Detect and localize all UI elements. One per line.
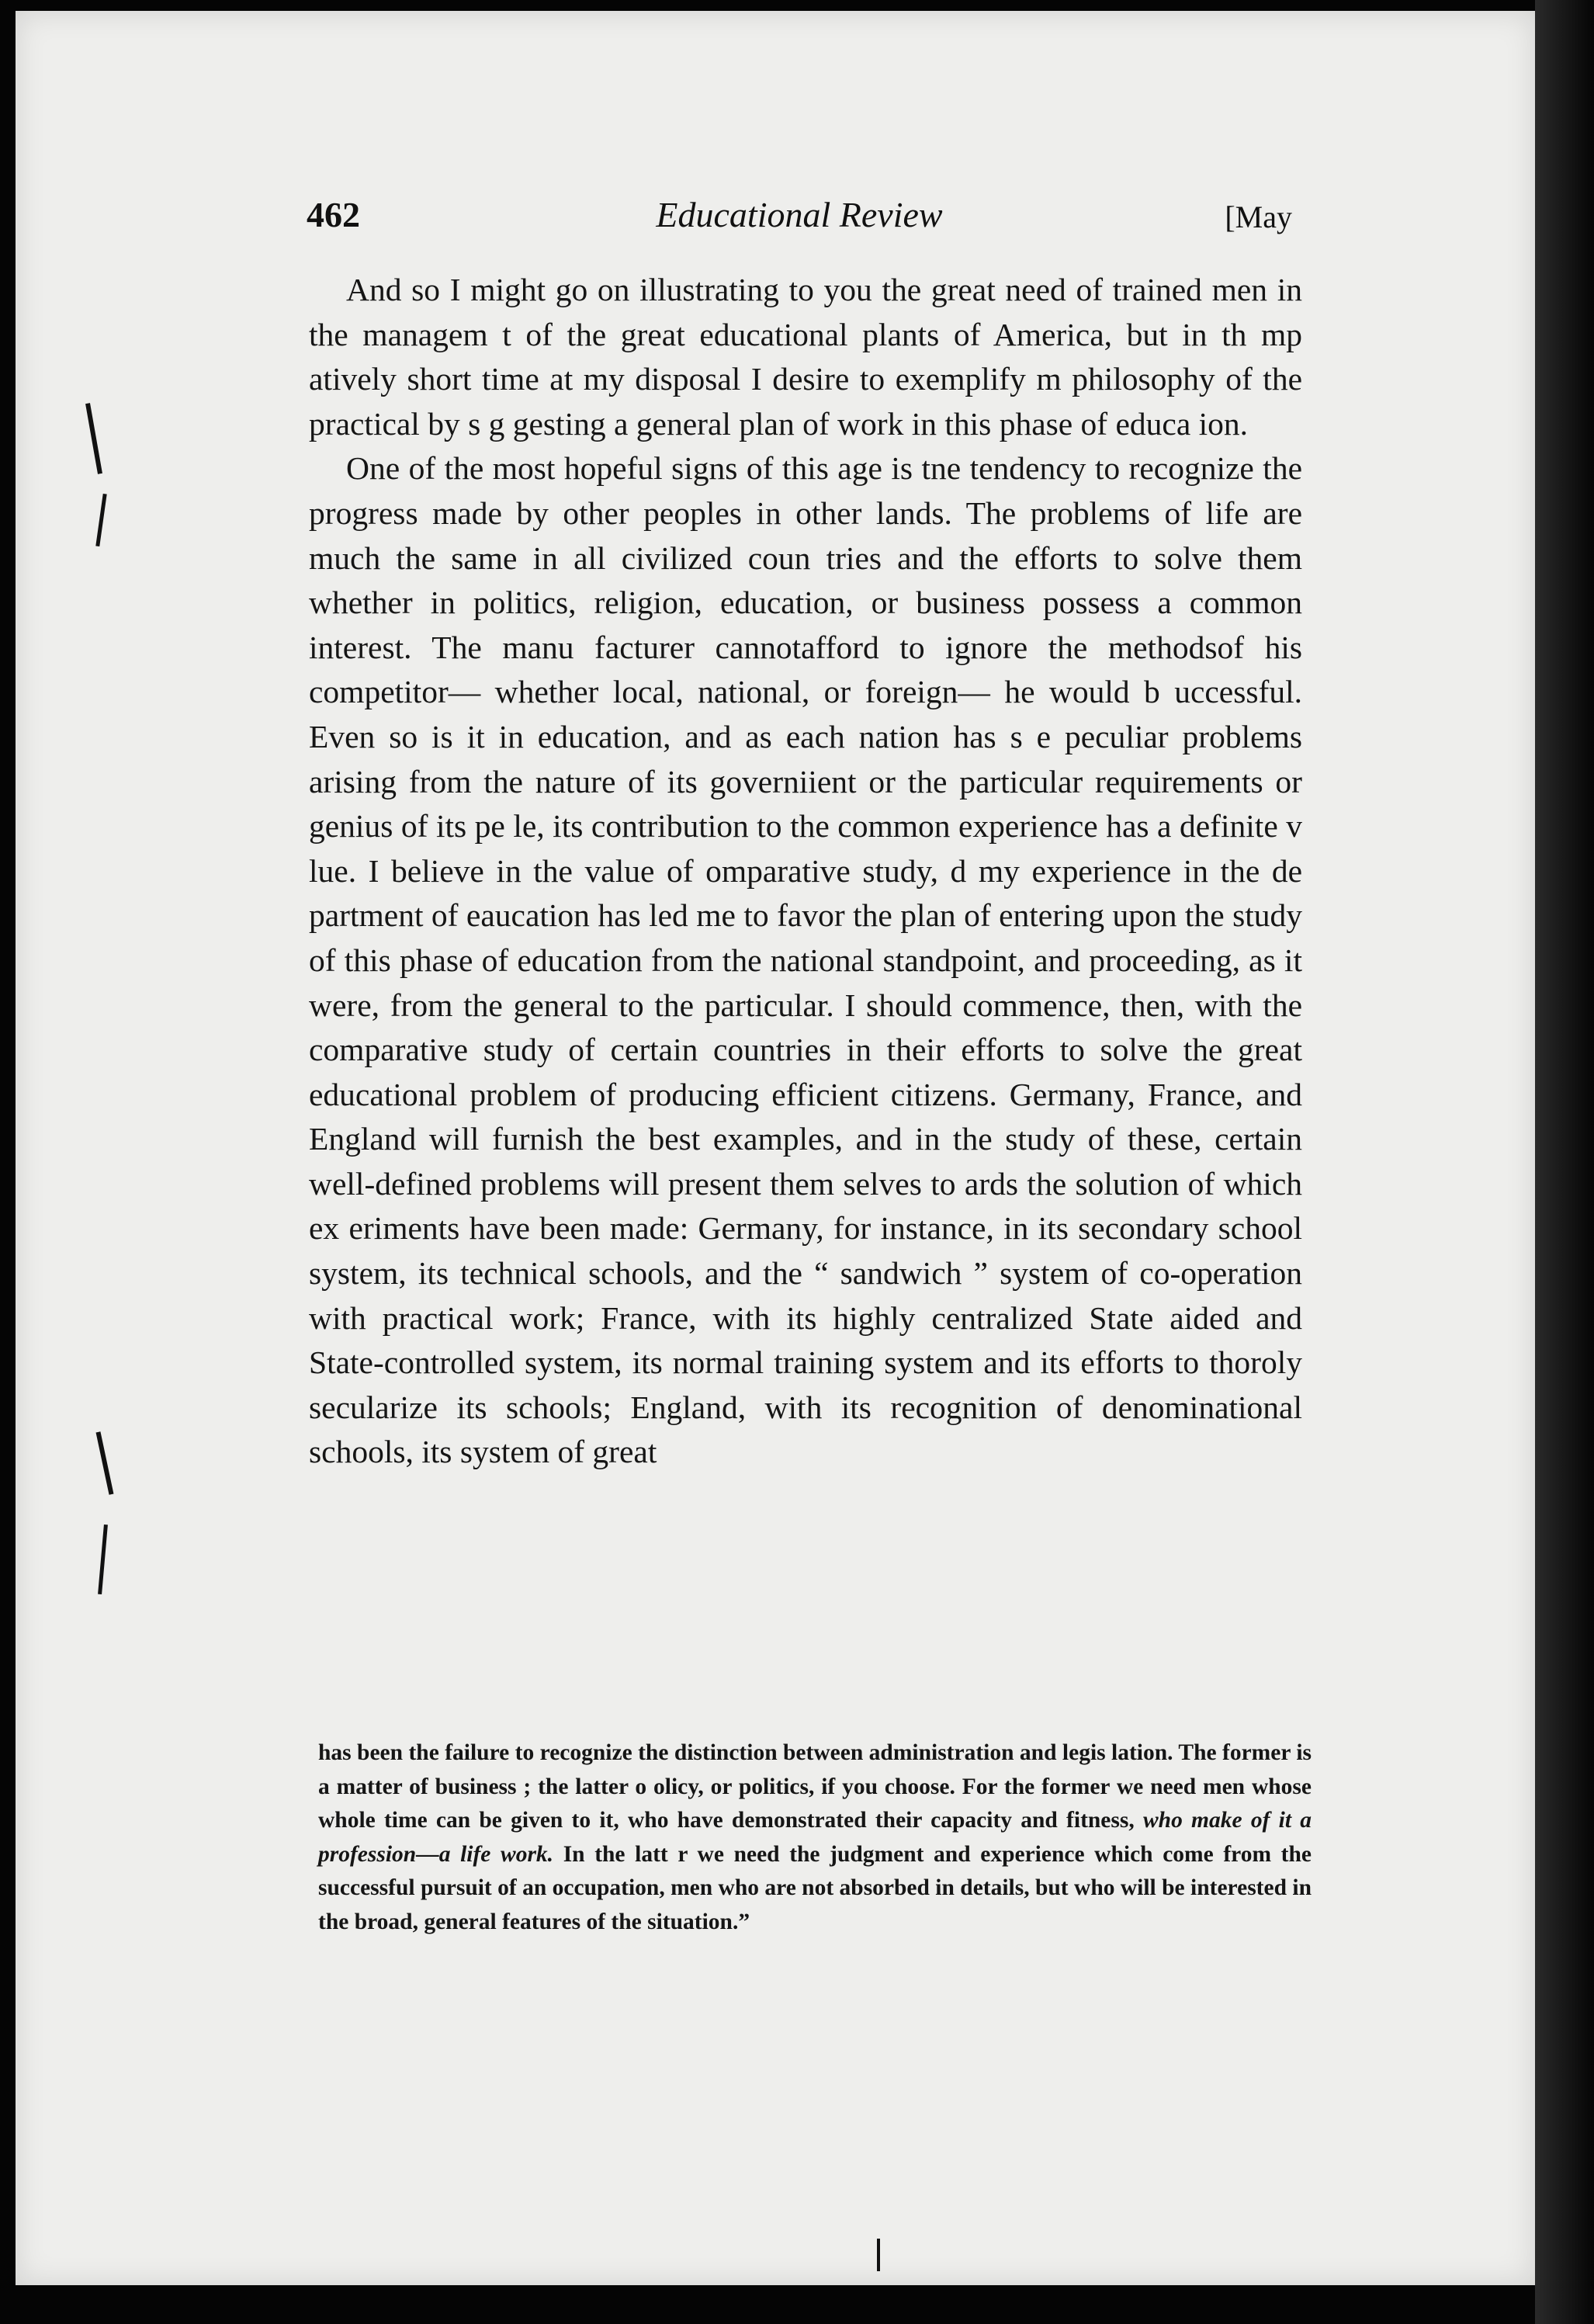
margin-scan-mark	[96, 1431, 114, 1494]
margin-scan-mark	[95, 494, 106, 546]
scan-edge-shadow	[1535, 0, 1594, 2324]
footnote	[318, 1736, 1312, 1939]
paragraph: And so I might go on illustrating to you the great need of trained men in the managem t of the great educational plants of America, but in th mp atively short time at my disposal I desire to exemplify m philosophy of the practical by s g gesting a general plan of work in this phase of educa ion.	[309, 272, 1302, 442]
body-text	[309, 268, 1302, 1475]
margin-scan-mark	[877, 2239, 880, 2271]
page-header	[307, 194, 1292, 248]
paragraph: One of the most hopeful signs of this age is tne tendency to recognize the progress made by other peoples in other lands. The problems of life are much the same in all civilized coun tries and the efforts to solve them whether in politics, religion, education, or business possess a common interest. The manu facturer cannotafford to ignore the methodsof his competitor— whether local, national, or foreign— he would b uccessful. Even so is it in education, and as each nation has s e peculiar problems arising from the nature of its governiient or the particular requirements or genius of its pe le, its contribution to the common experience has a definite v lue. I believe in the value of omparative study, d my experience in the de partment of eaucation has led me to favor the plan of entering upon the study of this phase of education from the national standpoint, and proceeding, as it were, from the general to the particular. I should commence, then, with the comparative study of certain countries in their efforts to solve the great educational problem of producing efficient citizens. Germany, France, and England will furnish the best examples, and in the study of these, certain well-defined problems will present them selves to ards the solution of which ex eriments have been made: Germany, for instance, in its secondary school system, its technical schools, and the “ sandwich ” system of co-operation with practical work; France, with its highly centralized State aided and State-controlled system, its normal training system and its efforts to thoroly secularize its schools; England, with its recognition of denominational schools, its system of great	[309, 450, 1302, 1470]
page-number: 462	[307, 195, 360, 234]
margin-scan-mark	[85, 403, 102, 474]
margin-scan-mark	[98, 1524, 108, 1594]
footnote-paragraph	[318, 1736, 1312, 1939]
footnote-text: In the latt r we need the judgment and experience which come from the successful pursuit of an occupation, men who are not absorbed in details, but who will be interested in the broad, general features of the situation.”	[318, 1841, 1312, 1934]
running-title: Educational Review	[656, 195, 943, 234]
footnote-text: has been the failure to recognize the distinction between administration and legis lation. The former is a matter of business ; the latter o olicy, or politics, if you choose. For the former we need men whose whole time can be given to it, who have demonstrated their capacity and fitness,	[318, 1740, 1312, 1833]
footnote-italic-text: who make of it a profession—a life work.	[318, 1808, 1312, 1867]
issue-month: [May	[1225, 199, 1292, 234]
